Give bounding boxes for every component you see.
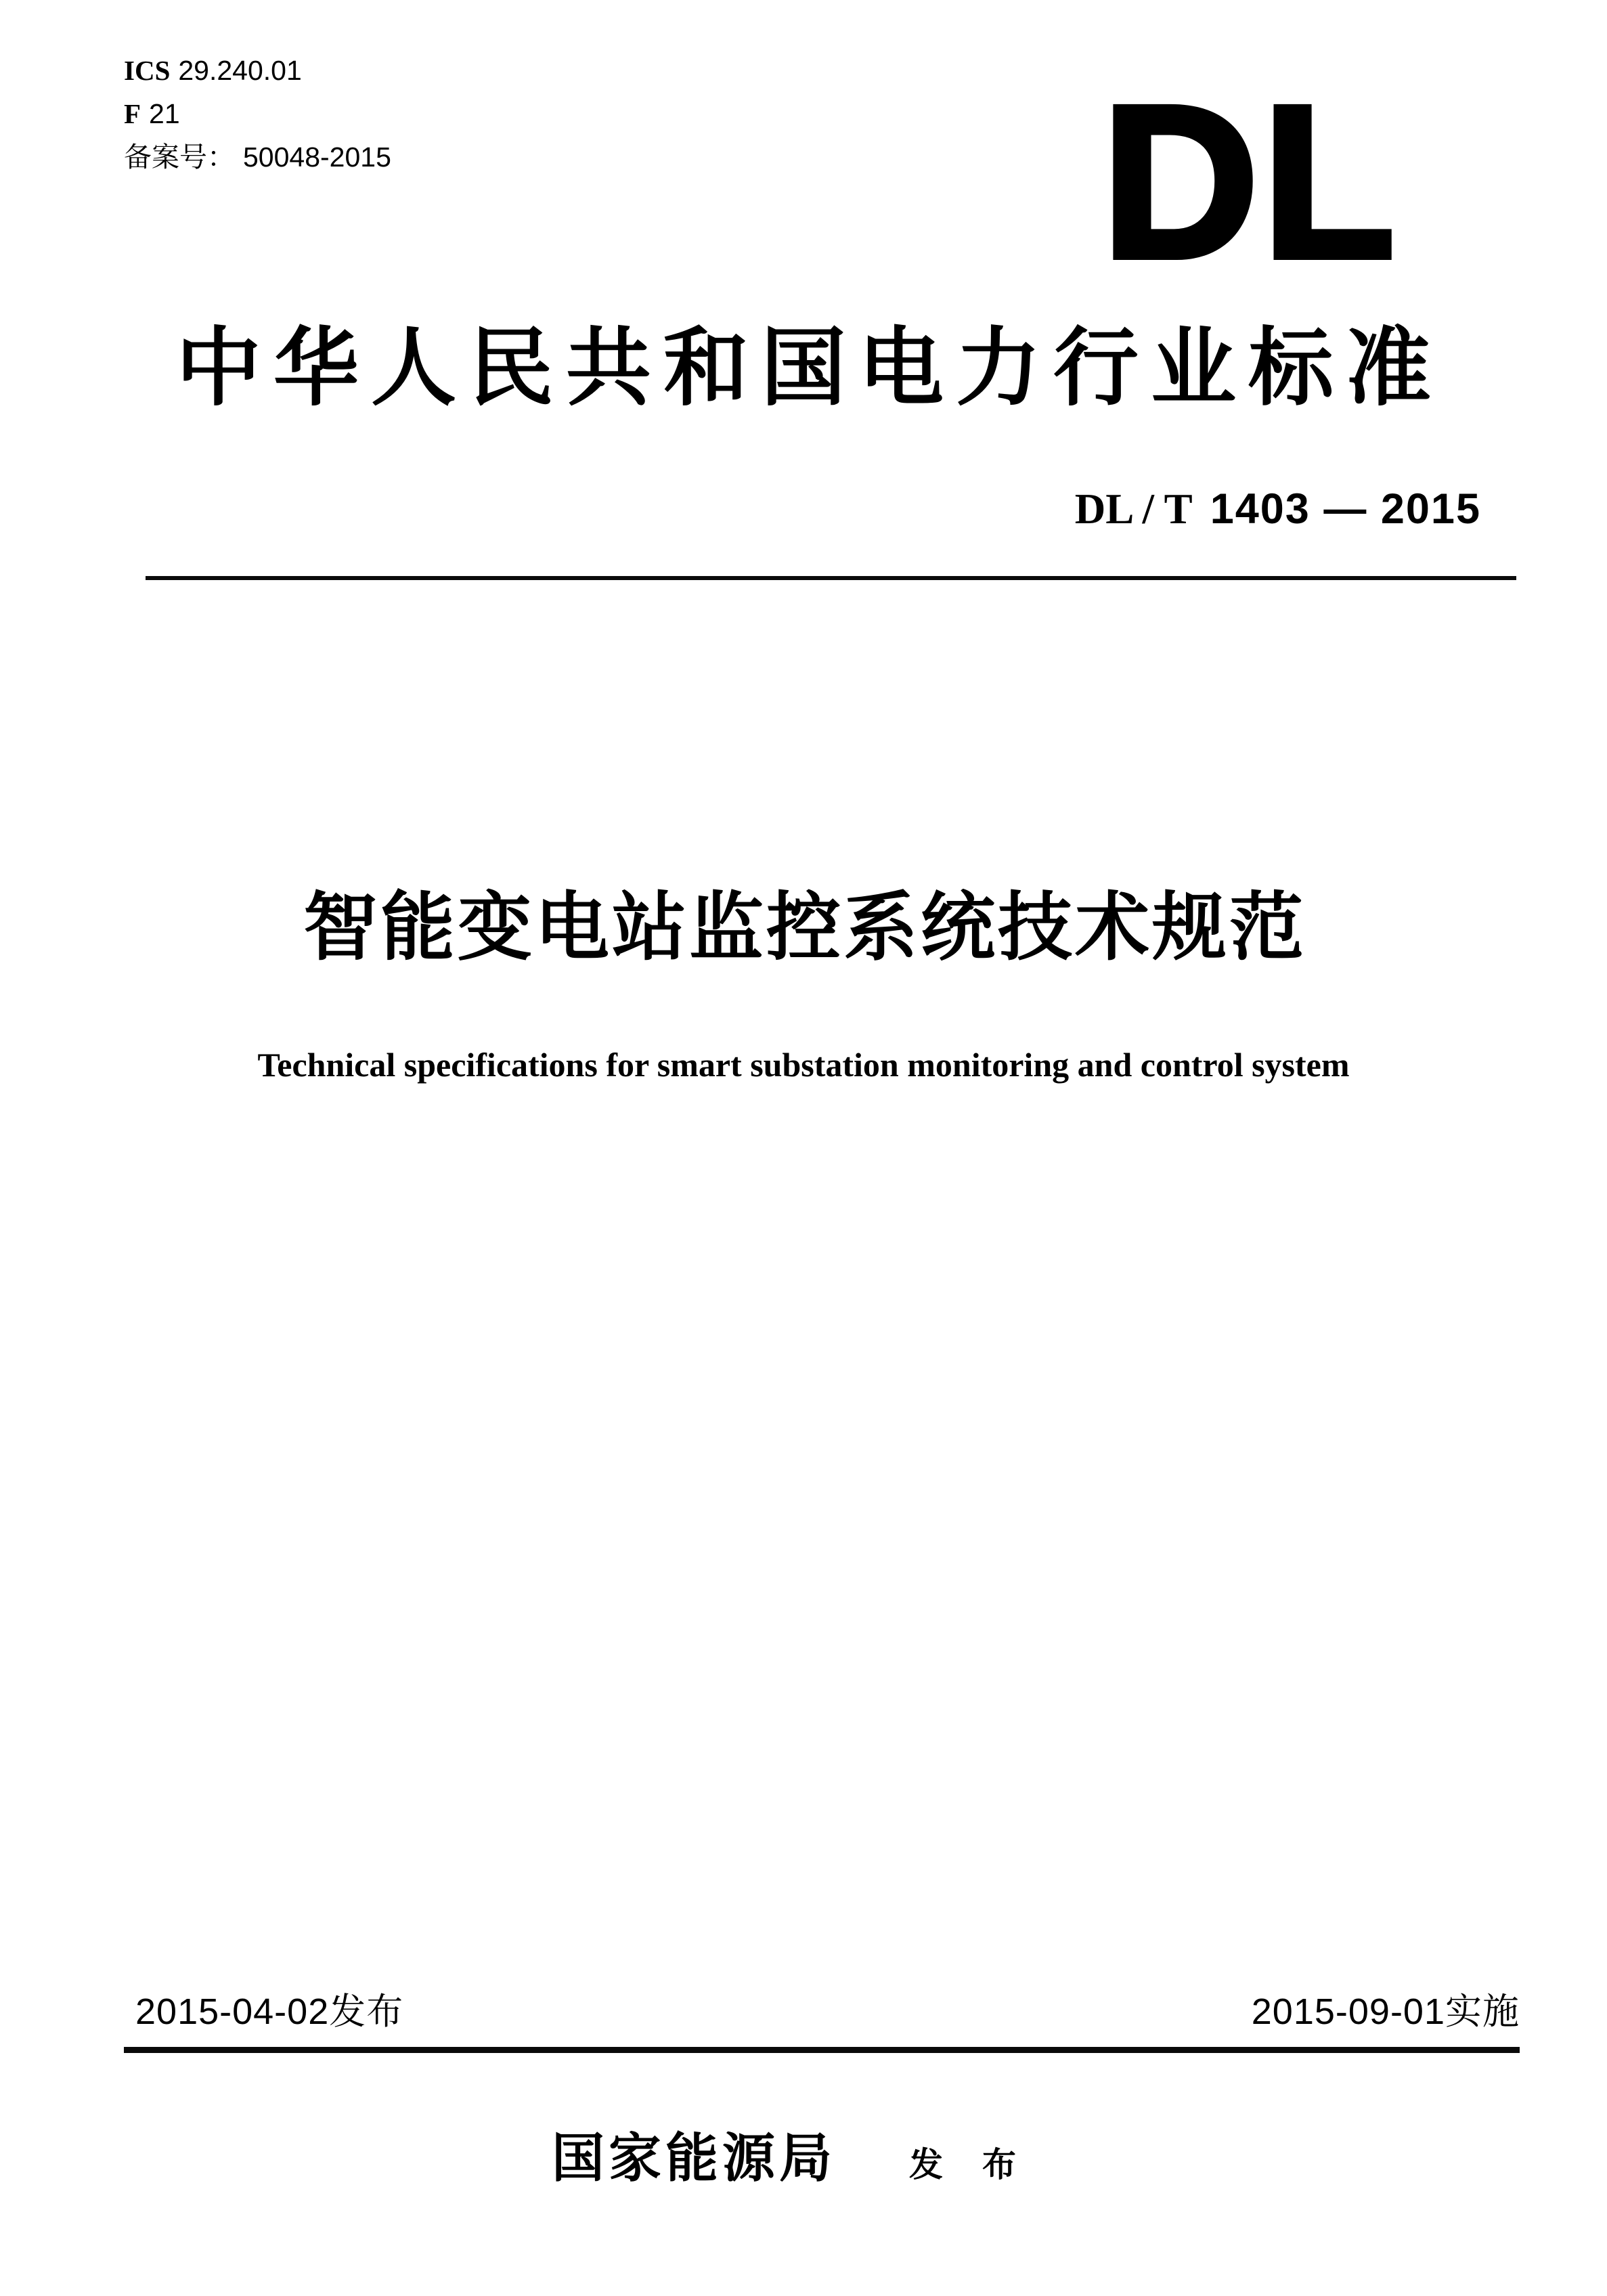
issue-word: 发布: [329, 1991, 404, 2032]
implement-date: [1252, 1990, 1520, 2034]
publish-label: 发布: [909, 2146, 1055, 2184]
implement-word: 实施: [1445, 1991, 1520, 2032]
issue-date-value: 2015-04-02: [135, 1991, 330, 2032]
ics-meta-block: [124, 49, 391, 179]
ics-code-line: [124, 49, 391, 92]
publisher-row: [0, 2127, 1607, 2190]
ics-value: 29.240.01: [178, 55, 302, 86]
standard-series-heading: 中华人民共和国电力行业标准: [176, 322, 1443, 416]
dates-row: [135, 1990, 1520, 2034]
standard-number-year: 1403 — 2015: [1210, 485, 1481, 533]
class-value: 21: [149, 98, 180, 129]
classification-line: [124, 92, 391, 135]
standard-number-prefix: DL / T: [1074, 485, 1193, 533]
implement-date-value: 2015-09-01: [1251, 1991, 1445, 2032]
bottom-rule: [124, 2047, 1520, 2053]
record-label: 备案号：: [124, 141, 235, 173]
record-value: 50048-2015: [243, 141, 391, 173]
issue-date: [135, 1990, 403, 2034]
dl-logo: DL: [1102, 60, 1399, 303]
record-number-line: [124, 135, 391, 179]
english-title: Technical specifications for smart substation monitoring and control system: [257, 1046, 1350, 1084]
top-rule: [146, 576, 1516, 580]
ics-label: ICS: [124, 55, 171, 86]
class-label: F: [124, 98, 141, 129]
publisher-name: 国家能源局: [551, 2129, 836, 2188]
chinese-title: 智能变电站监控系统技术规范: [303, 886, 1306, 969]
standard-number: [1075, 486, 1481, 533]
